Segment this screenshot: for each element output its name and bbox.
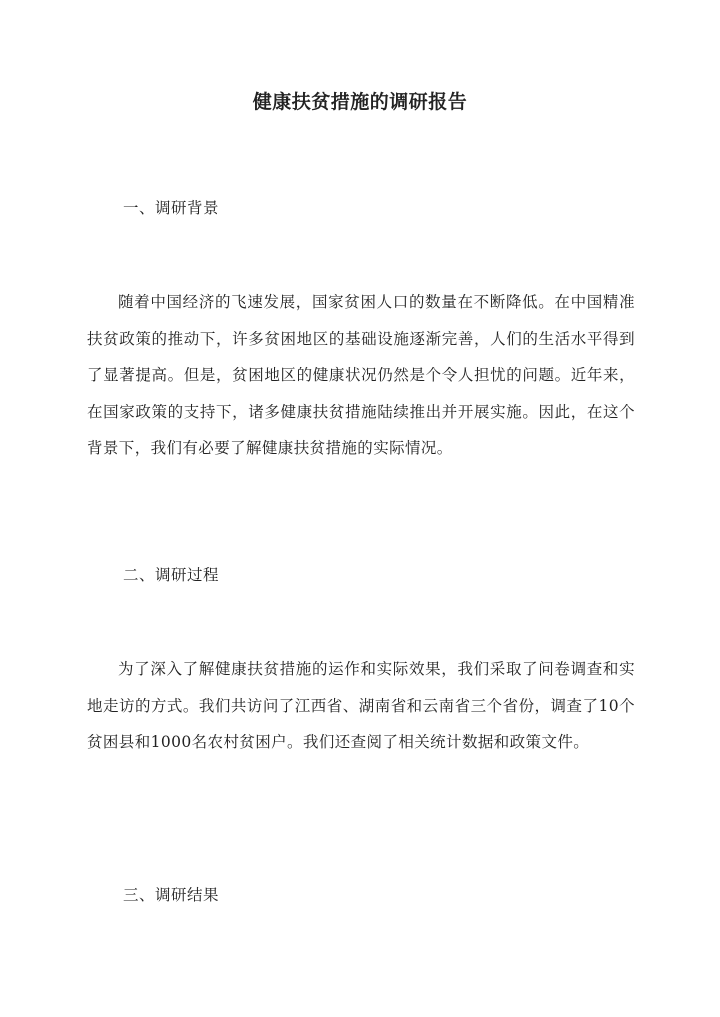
section-paragraph-process: 为了深入了解健康扶贫措施的运作和实际效果，我们采取了问卷调查和实地走访的方式。我们共访问了江西省、湖南省和云南省三个省份，调查了10个贫困县和1000名农村贫困户。我们还查阅了相关统计数据和政策文件。 bbox=[87, 660, 635, 752]
section-paragraph-background: 随着中国经济的飞速发展，国家贫困人口的数量在不断降低。在中国精准扶贫政策的推动下，许多贫困地区的基础设施逐渐完善，人们的生活水平得到了显著提高。但是，贫困地区的健康状况仍然是个令人担忧的问题。近年来，在国家政策的支持下，诸多健康扶贫措施陆续推出并开展实施。因此，在这个背景下，我们有必要了解健康扶贫措施的实际情况。 bbox=[87, 293, 635, 458]
document-title: 健康扶贫措施的调研报告 bbox=[252, 91, 468, 113]
section-heading-background: 一、调研背景 bbox=[123, 199, 220, 217]
section-heading-process: 二、调研过程 bbox=[123, 566, 220, 584]
section-heading-results: 三、调研结果 bbox=[123, 886, 220, 904]
